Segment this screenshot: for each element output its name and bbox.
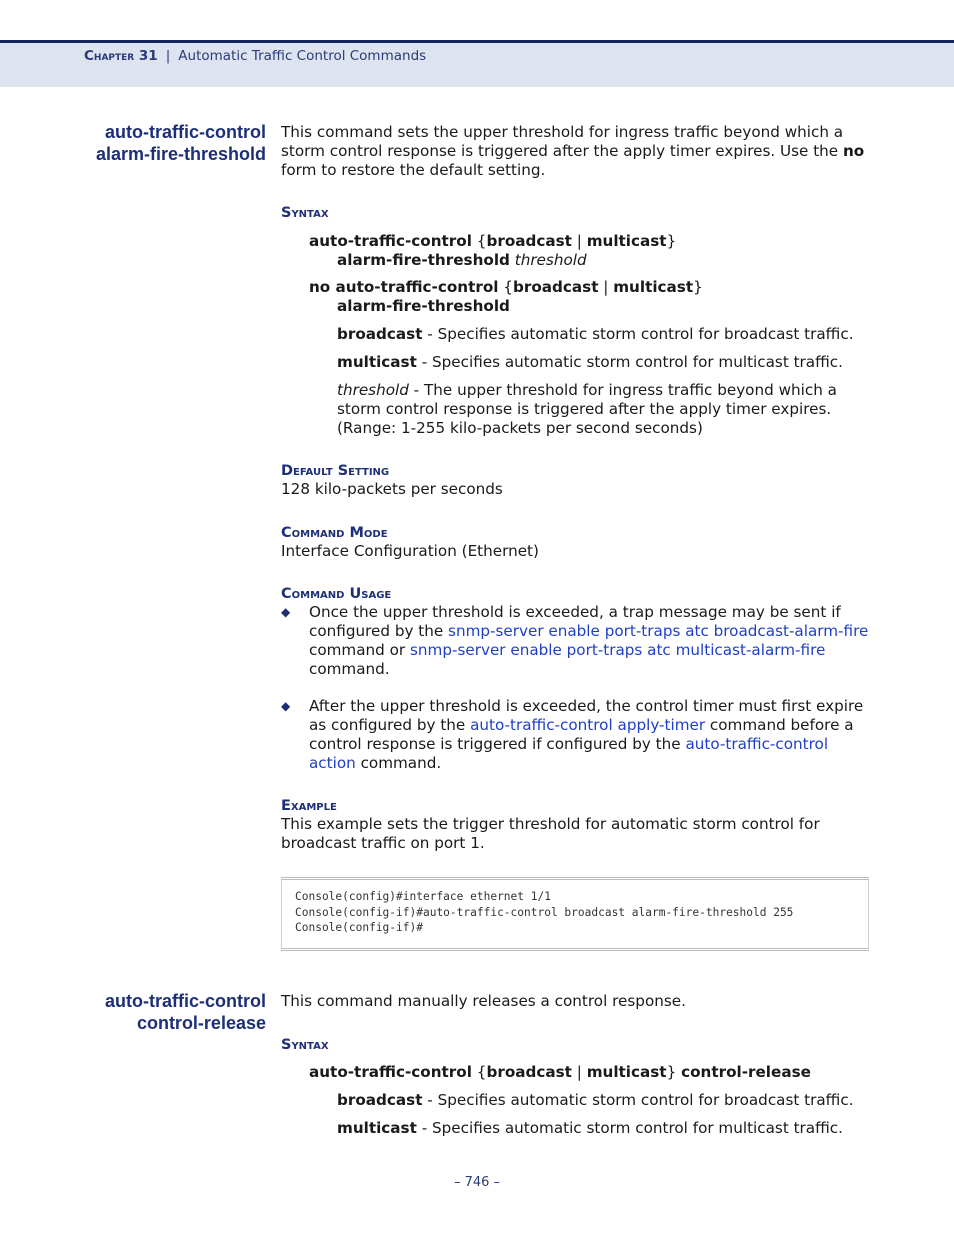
chapter-title: Automatic Traffic Control Commands <box>178 48 427 64</box>
code-line: Console(config-if)#auto-traffic-control broadcast alarm-fire-threshold 255 <box>295 905 794 919</box>
usage-text: command. <box>355 754 442 772</box>
usage-text: command or <box>309 641 410 659</box>
syntax-heading: Syntax <box>281 205 329 221</box>
command-mode-value: Interface Configuration (Ethernet) <box>281 542 539 560</box>
param-name: multicast <box>337 1119 417 1137</box>
syntax-option: broadcast <box>512 278 599 296</box>
param-desc: - Specifies automatic storm control for multicast traffic. <box>416 1119 843 1137</box>
usage-text: command. <box>309 660 390 678</box>
param-broadcast <box>337 1091 877 1110</box>
usage-bullet <box>281 603 871 679</box>
syntax-brace: } <box>666 232 677 250</box>
link-apply-timer[interactable]: auto-traffic-control apply-timer <box>470 716 706 734</box>
default-setting-value: 128 kilo-packets per seconds <box>281 480 503 498</box>
syntax-brace: { <box>471 232 487 250</box>
example-heading: Example <box>281 798 337 814</box>
param-desc: - The upper threshold for ingress traffic beyond which a storm control response is triggered after the apply timer expires. (Range: 1-255 kilo-packets per second seconds) <box>337 381 837 437</box>
header-text <box>84 47 426 66</box>
default-setting-heading: Default Setting <box>281 463 390 479</box>
syntax-heading: Syntax <box>281 1037 329 1053</box>
page-header <box>0 40 954 87</box>
param-multicast <box>337 1119 877 1138</box>
section-description: This command manually releases a control response. <box>281 992 686 1010</box>
syntax-command: control-release <box>681 1063 811 1081</box>
syntax-option: broadcast <box>486 232 572 250</box>
usage-text: command before a control response is triggered if configured by the <box>309 716 854 753</box>
code-example-box <box>281 877 869 951</box>
command-mode-heading: Command Mode <box>281 525 388 541</box>
diamond-bullet-icon: ◆ <box>281 699 291 713</box>
syntax-command: auto-traffic-control <box>309 1063 472 1081</box>
code-line: Console(config)#interface ethernet 1/1 <box>295 890 551 903</box>
syntax-line <box>309 232 676 270</box>
param-desc: - Specifies automatic storm control for broadcast traffic. <box>422 325 854 343</box>
syntax-option: multicast <box>613 278 694 296</box>
syntax-pipe: | <box>571 1063 587 1081</box>
header-separator: | <box>165 48 171 64</box>
param-name: threshold <box>337 381 409 399</box>
param-broadcast <box>337 325 877 344</box>
syntax-command: auto-traffic-control <box>309 232 472 250</box>
syntax-pipe: | <box>571 232 587 250</box>
syntax-command: alarm-fire-threshold <box>337 251 510 269</box>
link-snmp-multicast-alarm-fire[interactable]: snmp-server enable port-traps atc multicast-alarm-fire <box>410 641 826 659</box>
link-snmp-broadcast-alarm-fire[interactable]: snmp-server enable port-traps atc broadcast-alarm-fire <box>448 622 869 640</box>
section-title-control-release <box>105 990 266 1034</box>
syntax-option: broadcast <box>486 1063 572 1081</box>
param-multicast <box>337 353 877 372</box>
param-desc: - Specifies automatic storm control for broadcast traffic. <box>422 1091 854 1109</box>
usage-text: After the upper threshold is exceeded, the control timer must first expire as configured by the <box>309 697 864 734</box>
param-name: broadcast <box>337 325 423 343</box>
syntax-option: multicast <box>586 1063 667 1081</box>
section-title-alarm-fire-threshold <box>96 121 266 165</box>
syntax-brace: { <box>498 278 513 296</box>
section-description <box>281 123 871 180</box>
diamond-bullet-icon: ◆ <box>281 605 291 619</box>
description-text: This command sets the upper threshold for ingress traffic beyond which a storm control response is triggered after the apply timer expires. Use the <box>281 123 844 160</box>
syntax-command: alarm-fire-threshold <box>337 297 510 315</box>
description-text: form to restore the default setting. <box>281 161 546 179</box>
command-usage-heading: Command Usage <box>281 586 392 602</box>
syntax-brace: } <box>693 278 703 296</box>
param-name: multicast <box>337 353 417 371</box>
syntax-brace: } <box>666 1063 682 1081</box>
section-title-line: alarm-fire-threshold <box>95 144 266 164</box>
section-title-line: auto-traffic-control <box>105 122 266 142</box>
usage-bullet <box>281 697 871 773</box>
syntax-argument: threshold <box>514 251 587 269</box>
link-control-action[interactable]: auto-traffic-control action <box>309 735 829 772</box>
section-title-line: control-release <box>136 1013 266 1033</box>
syntax-command: no auto-traffic-control <box>309 278 499 296</box>
syntax-pipe: | <box>598 278 614 296</box>
page-number: – 746 – <box>453 1175 501 1190</box>
section-title-line: auto-traffic-control <box>105 991 266 1011</box>
usage-text: Once the upper threshold is exceeded, a trap message may be sent if configured by the <box>309 603 841 640</box>
syntax-line <box>309 1063 811 1082</box>
chapter-label: Chapter 31 <box>84 48 158 64</box>
code-line: Console(config-if)# <box>295 921 423 934</box>
syntax-line-no-form <box>309 278 703 316</box>
keyword-no: no <box>842 142 865 160</box>
param-desc: - Specifies automatic storm control for multicast traffic. <box>416 353 843 371</box>
example-text: This example sets the trigger threshold for automatic storm control for broadcast traffic on port 1. <box>281 815 820 852</box>
syntax-brace: { <box>471 1063 487 1081</box>
param-name: broadcast <box>337 1091 423 1109</box>
syntax-option: multicast <box>586 232 667 250</box>
param-threshold <box>337 381 877 438</box>
